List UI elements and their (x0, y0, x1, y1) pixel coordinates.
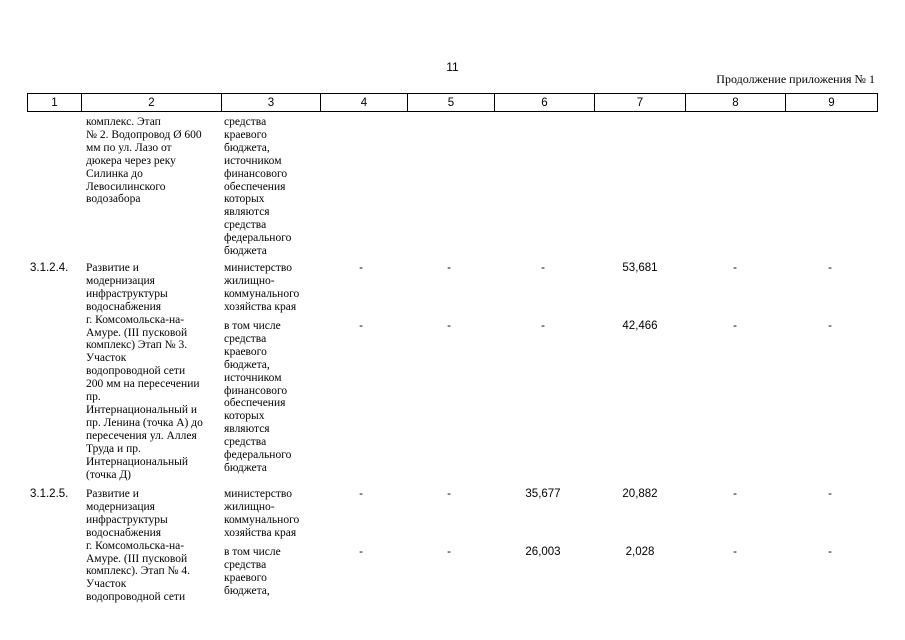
row-value-col-4: - (359, 488, 363, 500)
row-value-col-5: - (447, 262, 451, 274)
row-executor-line: федерального (224, 449, 292, 462)
row-executor-line: жилищно- (224, 500, 275, 513)
row-value-col-9: - (828, 262, 832, 274)
row-executor-line: обеспечения (224, 180, 286, 193)
row-executor-line: в том числе (224, 320, 281, 332)
row-executor-line: хозяйства края (224, 526, 297, 539)
header-row-table (27, 93, 878, 112)
row-executor-line: федерального (224, 232, 292, 245)
row-executor-line: коммунального (224, 513, 300, 526)
row-value-col-5: - (447, 546, 451, 558)
row-name-line: комплекс) Этап № 3. (86, 339, 188, 352)
row-name-line: Левосилинского (86, 180, 166, 193)
row-executor (224, 320, 291, 475)
row-executor-line: министерство (224, 488, 292, 500)
row-name-line: водопроводной сети (86, 365, 186, 378)
row-name (86, 488, 190, 604)
row-code: 3.1.2.5. (30, 488, 69, 500)
row-name-line: г. Комсомольска-на- (86, 313, 185, 326)
row-name-line: Участок (86, 352, 127, 365)
row-executor (224, 488, 299, 540)
row-name-line: Развитие и (86, 262, 139, 274)
row-value-col-6: - (541, 320, 545, 332)
row-executor-line: которых (224, 410, 265, 423)
row-executor-line: средства (224, 116, 267, 128)
header-col-6: 6 (495, 94, 595, 112)
header-col-7: 7 (595, 94, 686, 112)
row-executor (224, 262, 299, 314)
row-value-col-7: 42,466 (622, 320, 658, 332)
row-value-col-5: - (447, 320, 451, 332)
row-value-col-8: - (733, 320, 737, 332)
continuation-label: Продолжение приложения № 1 (716, 72, 875, 86)
row-name-line: пр. (86, 391, 101, 404)
header-col-3: 3 (222, 94, 321, 112)
row-name-line: Интернациональный (86, 455, 189, 468)
row-executor-line: краевого (224, 128, 267, 141)
row-value-col-6: 26,003 (525, 546, 561, 558)
row-name-line: (точка Д) (86, 468, 132, 481)
row-executor-line: источником (224, 154, 282, 167)
row-executor-line: краевого (224, 571, 267, 584)
row-name-line: водозабора (86, 193, 141, 206)
row-name-line: Интернациональный и (86, 403, 198, 416)
row-executor-line: финансового (224, 384, 288, 397)
row-executor-line: являются (224, 423, 270, 436)
page-number: 11 (446, 60, 459, 74)
row-executor-line: средства (224, 558, 267, 571)
row-executor (224, 116, 291, 258)
row-executor-line: в том числе (224, 546, 281, 558)
row-name-line: водоснабжения (86, 526, 162, 539)
row-name-line: Амуре. (III пусковой (86, 552, 188, 565)
row-name-line: г. Комсомольска-на- (86, 539, 185, 552)
row-executor-line: средства (224, 436, 267, 449)
header-col-8: 8 (686, 94, 786, 112)
row-value-col-4: - (359, 320, 363, 332)
row-value-col-9: - (828, 546, 832, 558)
row-executor-line: которых (224, 193, 265, 206)
row-value-col-8: - (733, 488, 737, 500)
header-col-2: 2 (82, 94, 222, 112)
row-name-line: 200 мм на пересечении (86, 378, 200, 391)
row-name-line: дюкера через реку (86, 154, 176, 167)
row-name-line: Участок (86, 578, 127, 591)
row-executor-line: коммунального (224, 287, 300, 300)
row-executor-line: бюджета, (224, 358, 270, 371)
row-value-col-9: - (828, 320, 832, 332)
row-executor-line: являются (224, 206, 270, 219)
row-name-line: Силинка до (86, 167, 143, 180)
row-executor-line: бюджета, (224, 584, 270, 597)
row-name (86, 262, 203, 481)
row-executor-line: средства (224, 219, 267, 232)
row-value-col-5: - (447, 488, 451, 500)
row-executor-line: финансового (224, 167, 288, 180)
row-name-line: Труда и пр. (86, 442, 141, 455)
row-value-col-8: - (733, 546, 737, 558)
row-executor-line: бюджета (224, 245, 267, 258)
row-value-col-6: 35,677 (525, 488, 561, 500)
row-name-line: пересечения ул. Аллея (86, 429, 197, 442)
row-name-line: комплекс. Этап (86, 116, 161, 128)
row-name-line: модернизация (86, 500, 155, 513)
row-name-line: пр. Ленина (точка А) до (86, 416, 203, 429)
row-name-line: Амуре. (III пусковой (86, 326, 188, 339)
row-name-line: комплекс). Этап № 4. (86, 565, 191, 578)
row-name (86, 116, 202, 206)
header-col-5: 5 (408, 94, 495, 112)
row-name-line: инфраструктуры (86, 513, 168, 526)
row-executor-line: бюджета (224, 461, 267, 474)
row-name-line: мм по ул. Лазо от (86, 141, 172, 154)
row-name-line: № 2. Водопровод Ø 600 (86, 128, 202, 141)
row-value-col-7: 53,681 (622, 262, 658, 274)
row-value-col-4: - (359, 546, 363, 558)
row-name-line: водопроводной сети (86, 591, 186, 604)
row-value-col-7: 20,882 (622, 488, 658, 500)
row-name-line: модернизация (86, 274, 155, 287)
row-name-line: инфраструктуры (86, 287, 168, 300)
row-value-col-9: - (828, 488, 832, 500)
row-code: 3.1.2.4. (30, 262, 69, 274)
row-value-col-8: - (733, 262, 737, 274)
row-value-col-4: - (359, 262, 363, 274)
row-executor-line: обеспечения (224, 397, 286, 410)
row-executor-line: министерство (224, 262, 292, 274)
header-col-9: 9 (786, 94, 878, 112)
row-executor-line: источником (224, 371, 282, 384)
row-name-line: водоснабжения (86, 300, 162, 313)
header-col-1: 1 (28, 94, 82, 112)
header-row (28, 94, 878, 112)
header-col-4: 4 (321, 94, 408, 112)
row-executor-line: бюджета, (224, 141, 270, 154)
row-name-line: Развитие и (86, 488, 139, 500)
row-executor-line: средства (224, 332, 267, 345)
row-executor-line: краевого (224, 345, 267, 358)
row-value-col-6: - (541, 262, 545, 274)
row-executor-line: жилищно- (224, 274, 275, 287)
row-executor-line: хозяйства края (224, 300, 297, 313)
row-value-col-7: 2,028 (625, 546, 655, 558)
row-executor (224, 546, 281, 598)
